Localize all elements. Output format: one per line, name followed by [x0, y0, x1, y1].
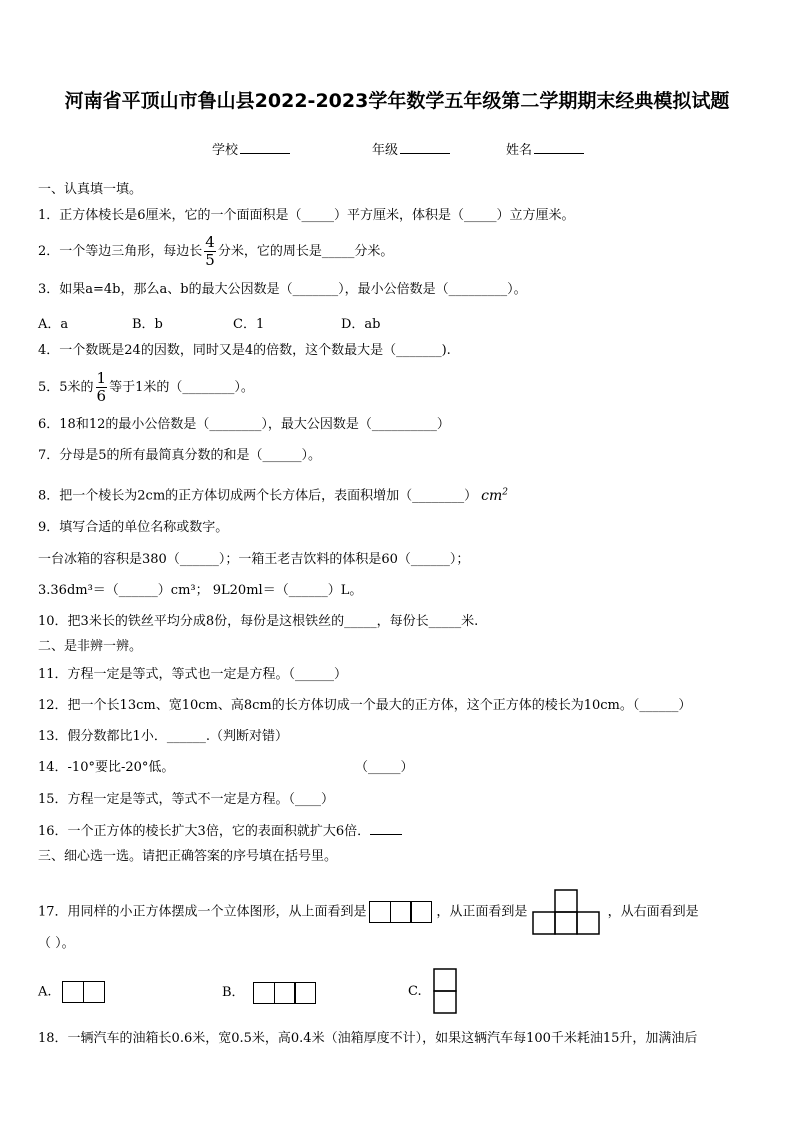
- fraction-4-5: [204, 234, 216, 269]
- option-c-figure: [432, 968, 458, 1014]
- top-view-figure: [371, 901, 433, 923]
- option-b-figure: [255, 982, 317, 1004]
- fraction-denominator: 5: [205, 251, 215, 269]
- question-16-text: 16．一个正方体的棱长扩大3倍，它的表面积就扩大6倍．: [38, 824, 371, 839]
- fraction-numerator: 4: [205, 233, 215, 251]
- section-3-heading: 三、细心选一选。请把正确答案的序号填在括号里。: [38, 849, 338, 864]
- unit-cm2: [481, 488, 508, 504]
- name-field: [506, 141, 584, 160]
- grade-blank[interactable]: [400, 141, 450, 154]
- question-14-blank[interactable]: （_____）: [355, 760, 414, 775]
- school-blank[interactable]: [240, 141, 290, 154]
- q17-option-a[interactable]: [38, 981, 105, 1003]
- question-5-post: 等于1米的（________）。: [109, 380, 254, 395]
- question-2-post: 分米，它的周长是_____分米。: [217, 244, 394, 259]
- grade-label: 年级: [372, 143, 399, 158]
- option-a-figure: [64, 981, 105, 1003]
- question-12: 12．把一个长13cm、宽10cm、高8cm的长方体切成一个最大的正方体，这个正方体的棱长为10cm。（______）: [38, 698, 692, 713]
- question-14: 14．-10°要比-20°低。: [38, 760, 175, 775]
- q17-option-b[interactable]: [222, 981, 316, 1004]
- question-3: 3．如果a=4b，那么a、b的最大公因数是（_______），最小公倍数是（_________）。: [38, 282, 527, 297]
- question-15: 15．方程一定是等式，等式不一定是方程。（____）: [38, 792, 335, 807]
- name-label: 姓名: [506, 143, 533, 158]
- unit-exponent: 2: [502, 487, 509, 497]
- school-label: 学校: [212, 143, 239, 158]
- question-5: [38, 370, 254, 405]
- question-2-pre: 2．一个等边三角形，每边长: [38, 244, 203, 259]
- q17-option-b-label: B．: [222, 985, 245, 1000]
- q3-option-d[interactable]: D．ab: [341, 317, 381, 332]
- question-8: [38, 483, 508, 506]
- question-4: 4．一个数既是24的因数，同时又是4的倍数，这个数最大是（_______).: [38, 343, 451, 358]
- question-8-text: 8．把一个棱长为2cm的正方体切成两个长方体后，表面积增加（________）: [38, 488, 478, 504]
- unit-cm: cm: [481, 487, 503, 504]
- question-17-mid: ，从正面看到是: [436, 904, 528, 920]
- question-9: 9．填写合适的单位名称或数字。: [38, 520, 229, 535]
- school-field: [212, 141, 290, 160]
- question-5-pre: 5．5米的: [38, 380, 94, 395]
- question-10: 10．把3米长的铁丝平均分成8份，每份是这根铁丝的_____，每份长_____米.: [38, 614, 479, 629]
- front-view-figure: [531, 889, 603, 935]
- question-17-post: ，从右面看到是: [607, 904, 699, 920]
- question-18: 18．一辆汽车的油箱长0.6米，宽0.5米，高0.4米（油箱厚度不计），如果这辆汽车每100千米耗油15升，加满油后: [38, 1031, 698, 1046]
- question-1: 1．正方体棱长是6厘米，它的一个面面积是（_____）平方厘米，体积是（_____）立方厘米。: [38, 208, 575, 223]
- question-13: 13．假分数都比1小．______.（判断对错）: [38, 729, 288, 744]
- fraction-1-6: [96, 370, 108, 405]
- q3-option-a[interactable]: A．a: [38, 317, 69, 332]
- section-2-heading: 二、是非辨一辨。: [38, 639, 143, 654]
- question-9-part-a: 一台冰箱的容积是380（______）；一箱王老吉饮料的体积是60（______）；: [38, 552, 470, 567]
- section-1-heading: 一、认真填一填。: [38, 182, 143, 197]
- question-2: [38, 234, 393, 269]
- q17-option-c[interactable]: [408, 968, 458, 1014]
- question-17-pre: 17．用同样的小正方体摆成一个立体图形，从上面看到是: [38, 904, 367, 920]
- question-16: [38, 822, 402, 841]
- fraction-denominator: 6: [96, 387, 107, 405]
- question-17-answer-blank[interactable]: （ ）。: [38, 936, 75, 951]
- q17-option-c-label: C.: [408, 983, 422, 999]
- question-16-blank[interactable]: [370, 822, 402, 835]
- q3-option-c[interactable]: C．1: [233, 317, 265, 332]
- name-blank[interactable]: [534, 141, 584, 154]
- grade-field: [372, 141, 450, 160]
- q3-option-b[interactable]: B．b: [132, 317, 163, 332]
- q17-option-a-label: A.: [38, 984, 52, 1000]
- question-11: 11．方程一定是等式，等式也一定是方程。（______）: [38, 667, 348, 682]
- fraction-numerator: 1: [96, 369, 107, 387]
- question-7: 7．分母是5的所有最简真分数的和是（______）。: [38, 448, 322, 463]
- page-title: 河南省平顶山市鲁山县2022-2023学年数学五年级第二学期期末经典模拟试题: [64, 90, 730, 112]
- question-9-part-b: 3.36dm³＝（______）cm³； 9L20ml＝（______）L。: [38, 583, 363, 598]
- question-17: [38, 889, 699, 935]
- question-6: 6．18和12的最小公倍数是（________），最大公因数是（__________）: [38, 417, 450, 432]
